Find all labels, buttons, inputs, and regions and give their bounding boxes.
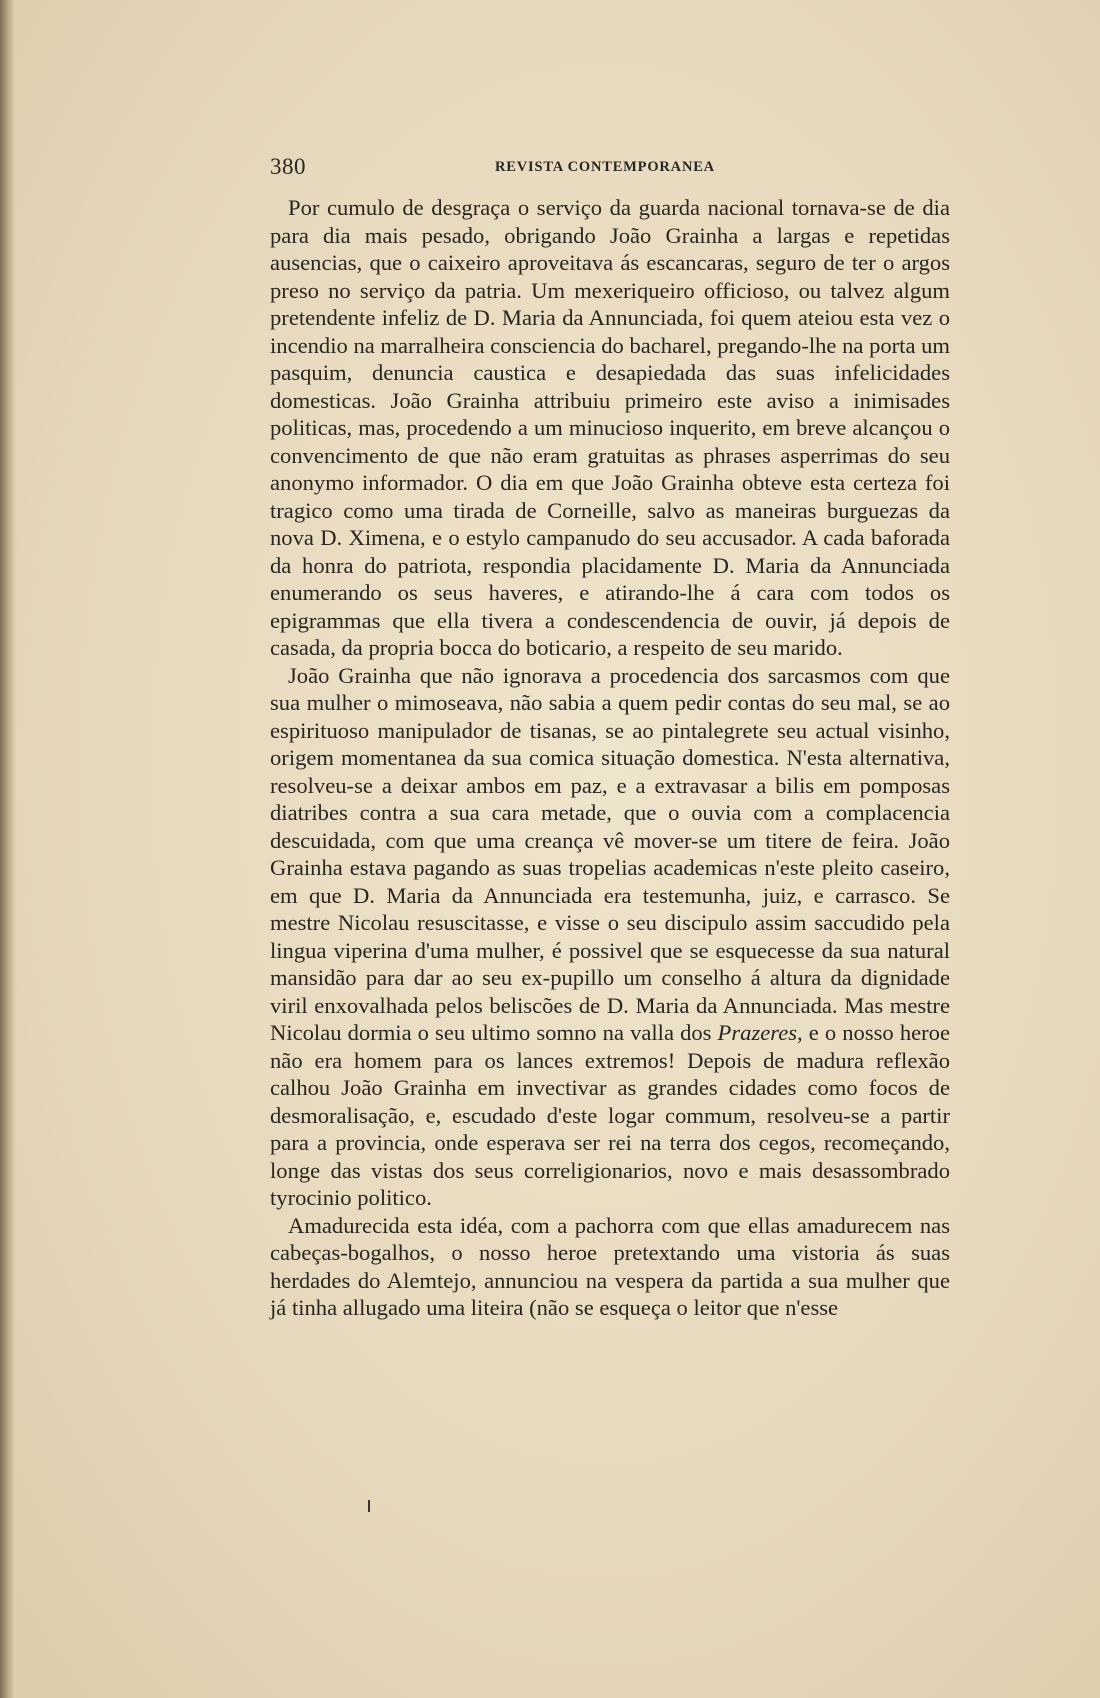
paragraph-2-text-a: João Grainha que não ignorava a procedencia dos sarcasmos com que sua mulher o mimoseava, não sabia a quem pedir contas do seu mal, se ao espirituoso manipulador de tisanas, se ao pintalegrete seu actual visinho, origem momentanea da sua comica situação domestica. N'esta alternativa, resolveu-se a deixar ambos em paz, e a extravasar a bilis em pomposas diatribes contra a sua cara metade, que o ouvia com a complacencia descuidada, com que uma creança vê mover-se um titere de feira. João Grainha estava pagando as suas tropelias academicas n'este pleito caseiro, em que D. Maria da Annunciada era testemunha, juiz, e carrasco. Se mestre Nicolau resuscitasse, e visse o seu discipulo assim saccudido pela lingua viperina d'uma mulher, é possivel que se esquecesse da sua natural mansidão para dar ao seu ex-pupillo um conselho á altura da dignidade viril enxovalhada pelos beliscões de D. Maria da Annunciada. Mas mestre Nicolau dormia o seu ultimo somno na valla dos: [270, 662, 950, 1045]
paragraph-2: [270, 662, 950, 1212]
ink-mark: [368, 1500, 370, 1512]
running-head: REVISTA CONTEMPORANEA: [495, 159, 715, 175]
binding-gutter: [0, 0, 16, 1698]
paragraph-3: Amadurecida esta idéa, com a pachorra com que ellas amadurecem nas cabeças-bogalhos, o nosso heroe pretextando uma vistoria ás suas herdades do Alemtejo, annunciou na vespera da partida a sua mulher que já tinha allugado uma liteira (não se esqueça o leitor que n'esse: [270, 1212, 950, 1320]
paragraph-1: Por cumulo de desgraça o serviço da guarda nacional tornava-se de dia para dia mais pesado, obrigando João Grainha a largas e repetidas ausencias, que o caixeiro aproveitava ás escancaras, seguro de ter o argos preso no serviço da patria. Um mexeriqueiro officioso, ou talvez algum pretendente infeliz de D. Maria da Annunciada, foi quem ateiou esta vez o incendio na marralheira consciencia do bacharel, pregando-lhe na porta um pasquim, denuncia caustica e desapiedada das suas infelicidades domesticas. João Grainha attribuiu primeiro este aviso a inimisades politicas, mas, procedendo a um minucioso inquerito, em breve alcançou o convencimento de que não eram gratuitas as phrases asperrimas do seu anonymo informador. O dia em que João Grainha obteve esta certeza foi tragico como uma tirada de Corneille, salvo as maneiras burguezas da nova D. Ximena, e o estylo campanudo do seu accusador. A cada baforada da honra do patriota, respondia placidamente D. Maria da Annunciada enumerando os seus haveres, e atirando-lhe á cara com todos os epigrammas que ella tivera a condescendencia de ouvir, já depois de casada, da propria bocca do boticario, a respeito de seu marido.: [270, 195, 951, 660]
emphasis-prazeres: Prazeres,: [717, 1020, 803, 1045]
page-header: [270, 154, 950, 184]
page-number: 380: [270, 154, 306, 179]
body-text: [270, 194, 950, 1322]
paragraph-2-text-b: e o nosso heroe não era homem para os lances extremos! Depois de madura reflexão calhou João Grainha em invectivar as grandes cidades como focos de desmoralisação, e, escudado d'este logar commum, resolveu-se a partir para a provincia, onde esperava ser rei na terra dos cegos, recomeçando, longe das vistas dos seus correligionarios, novo e mais desassombrado tyrocinio politico.: [270, 1020, 950, 1210]
